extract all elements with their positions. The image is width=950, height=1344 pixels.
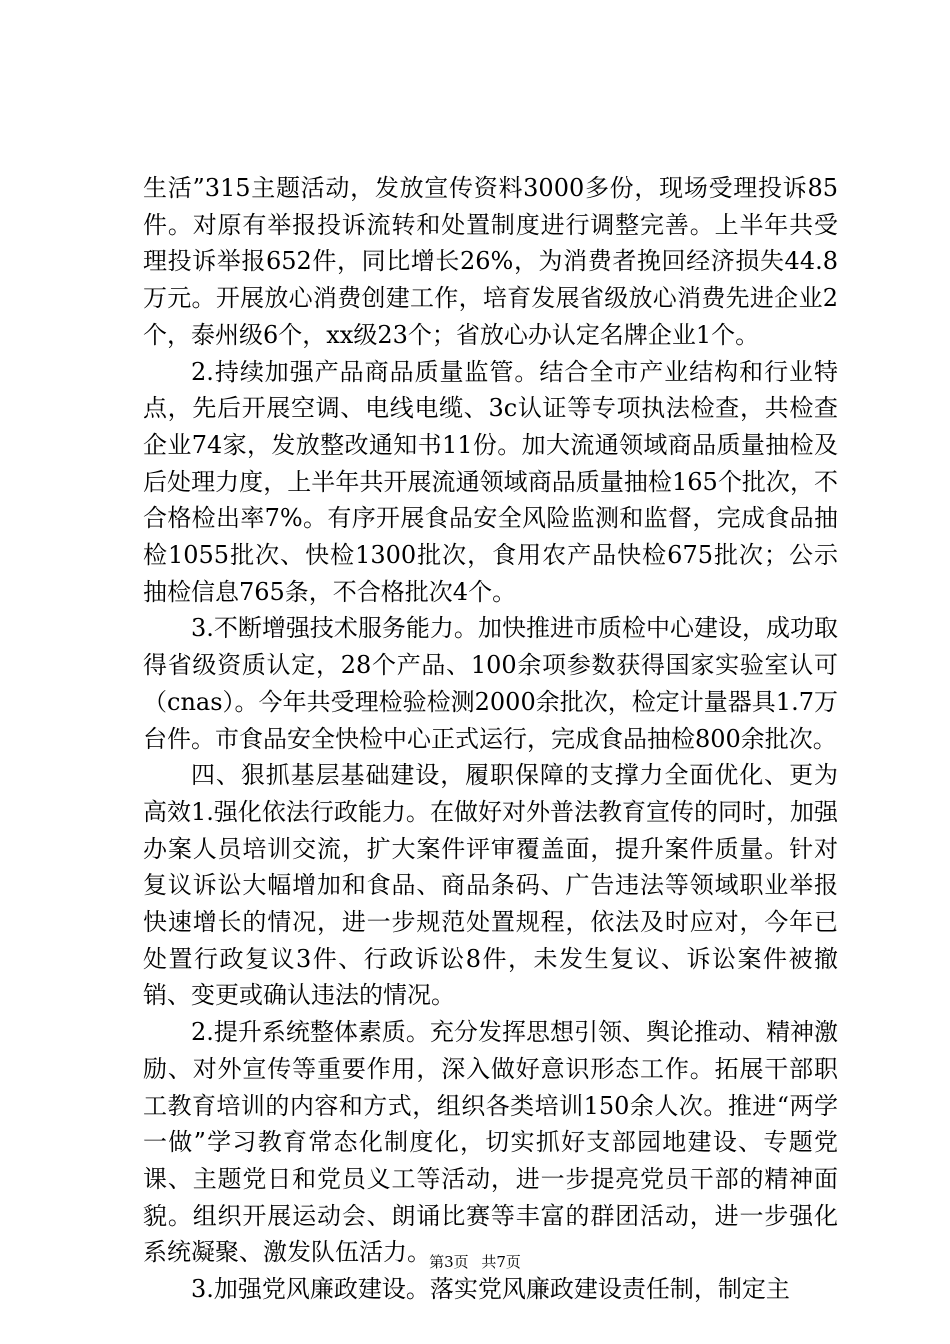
page-number: 第3页 xyxy=(429,1253,469,1271)
paragraph-section-four: 四、狠抓基层基础建设，履职保障的支撑力全面优化、更为高效1.强化依法行政能力。在做好对外普法教育宣传的同时，加强办案人员培训交流，扩大案件评审覆盖面，提升案件质量。针对复议诉讼大幅增加和食品、商品条码、广告违法等领域职业举报快速增长的情况，进一步规范处置规程，依法及时应对，今年已处置行政复议3件、行政诉讼8件，未发生复议、诉讼案件被撤销、变更或确认违法的情况。 xyxy=(143,761,838,1010)
paragraph-system-quality: 2.提升系统整体素质。充分发挥思想引领、舆论推动、精神激励、对外宣传等重要作用，深入做好意识形态工作。拓展干部职工教育培训的内容和方式，组织各类培训150余人次。推进“两学一做”学习教育常态化制度化，切实抓好支部园地建设、专题党课、主题党日和党员义工等活动，进一步提亮党员干部的精神面貌。组织开展运动会、朗诵比赛等丰富的群团活动，进一步强化系统凝聚、激发队伍活力。 xyxy=(143,1018,838,1267)
paragraph-party-conduct: 3.加强党风廉政建设。落实党风廉政建设责任制，制定主 xyxy=(191,1275,790,1304)
page-footer xyxy=(0,1251,950,1272)
page-total: 共7页 xyxy=(481,1253,521,1271)
paragraph-quality-supervision: 2.持续加强产品商品质量监管。结合全市产业结构和行业特点，先后开展空调、电线电缆、3c认证等专项执法检查，共检查企业74家，发放整改通知书11份。加大流通领域商品质量抽检及后处理力度，上半年共开展流通领域商品质量抽检165个批次，不合格检出率7%。有序开展食品安全风险监测和监督，完成食品抽检1055批次、快检1300批次，食用农产品快检675批次；公示抽检信息765条，不合格批次4个。 xyxy=(143,357,838,606)
paragraph-technical-service: 3.不断增强技术服务能力。加快推进市质检中心建设，成功取得省级资质认定，28个产品、100余项参数获得国家实验室认可（cnas）。今年共受理检验检测2000余批次，检定计量器具1.7万台件。市食品安全快检中心正式运行，完成食品抽检800余批次。 xyxy=(143,614,838,753)
paragraph-consumer-rights: 生活”315主题活动，发放宣传资料3000多份，现场受理投诉85件。对原有举报投诉流转和处置制度进行调整完善。上半年共受理投诉举报652件，同比增长26%，为消费者挽回经济损失44.8万元。开展放心消费创建工作，培育发展省级放心消费先进企业2个，泰州级6个，xx级23个；省放心办认定名牌企业1个。 xyxy=(143,174,838,349)
document-body xyxy=(143,170,838,1308)
